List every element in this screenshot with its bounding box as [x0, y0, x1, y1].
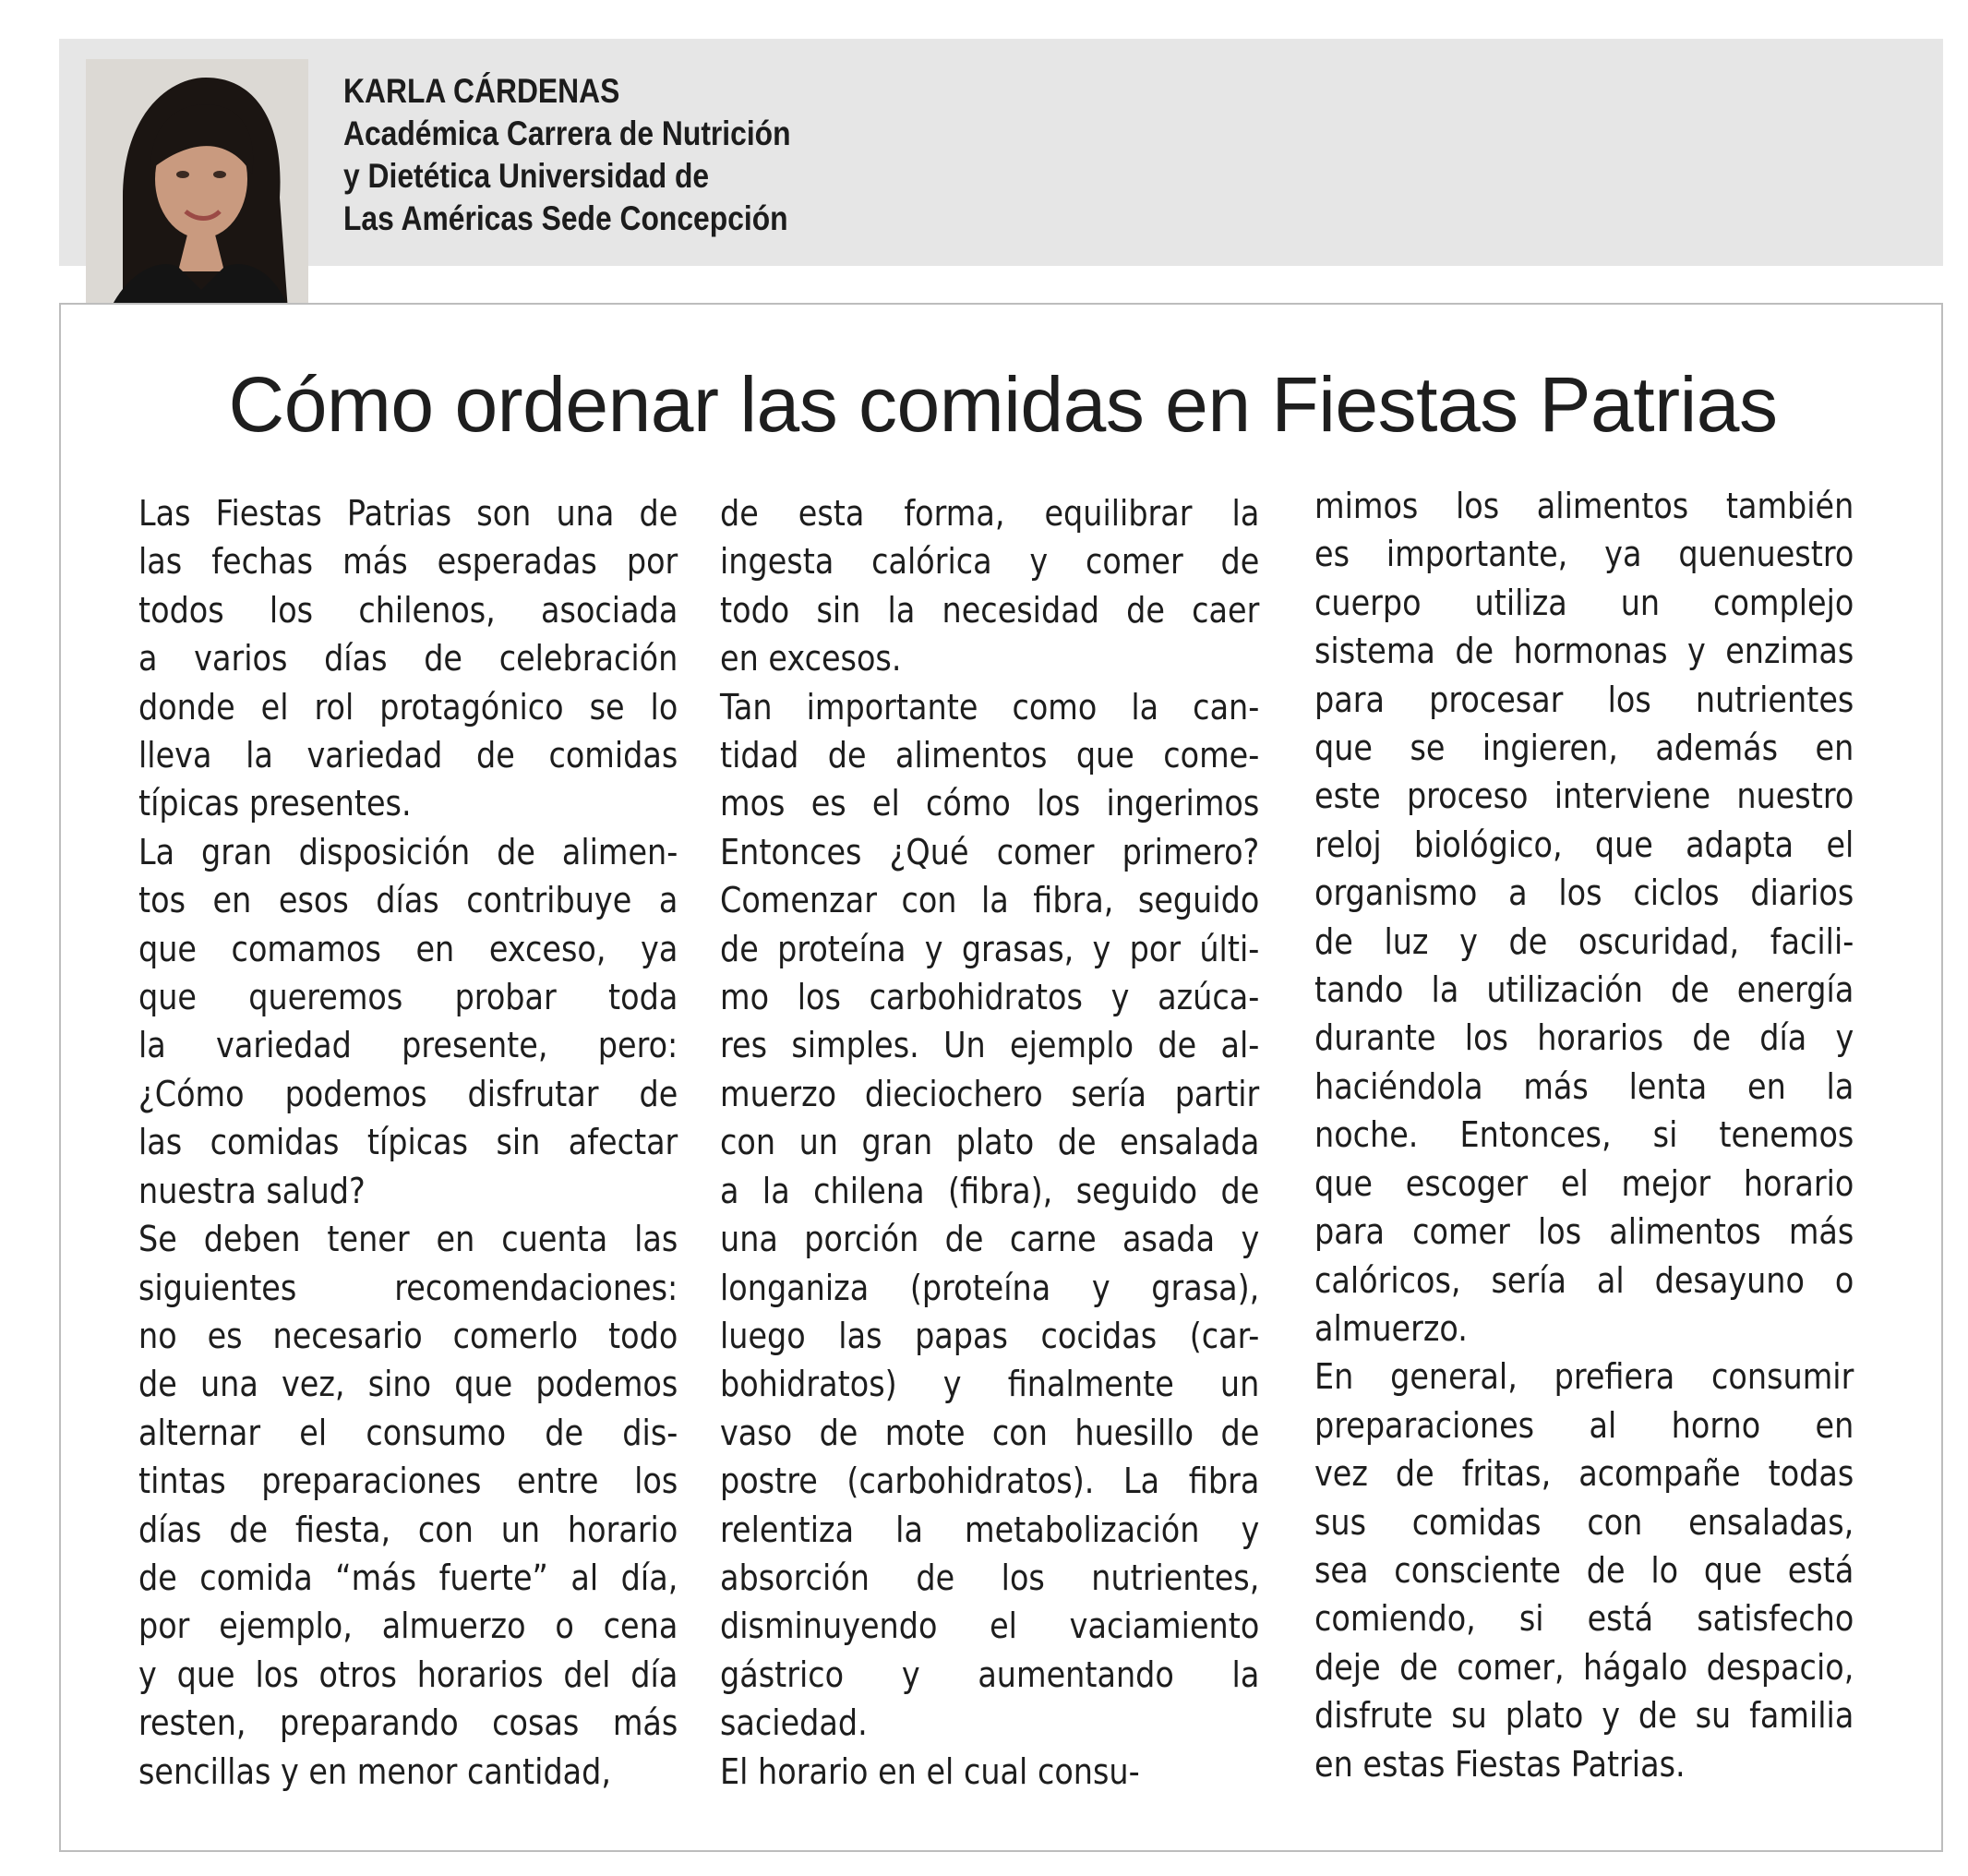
article-text-line: En general, prefiera consumir	[1314, 1356, 1854, 1398]
author-portrait-illustration	[86, 59, 308, 323]
author-role-line: y Dietética Universidad de	[343, 157, 710, 195]
article-text-line: res simples. Un ejemplo de al-	[720, 1025, 1260, 1066]
article-text-line: todos los chilenos, asociada	[138, 589, 678, 631]
article-text-line: saciedad.	[720, 1702, 868, 1744]
article-text-line: las fechas más esperadas por	[138, 541, 678, 583]
article-text-line: que escoger el mejor horario	[1314, 1162, 1854, 1204]
article-text-line: mo los carbohidratos y azúca-	[720, 977, 1260, 1018]
article-text-line: alternar el consumo de dis-	[138, 1412, 678, 1453]
article-text-line: reloj biológico, que adapta el	[1314, 824, 1854, 865]
article-text-line: relentiza la metabolización y	[720, 1509, 1260, 1550]
article-text-line: El horario en el cual consu-	[720, 1750, 1140, 1792]
article-text-line: tando la utilización de energía	[1314, 969, 1854, 1011]
article-text-line: de luz y de oscuridad, facili-	[1314, 920, 1854, 962]
article-text-line: en estas Fiestas Patrias.	[1314, 1743, 1686, 1785]
article-text-line: disminuyendo el vaciamiento	[720, 1605, 1260, 1647]
article-text-line: es importante, ya quenuestro	[1314, 534, 1854, 575]
article-text-line: mimos los alimentos también	[1314, 486, 1854, 526]
article-text-line: con un gran plato de ensalada	[720, 1122, 1260, 1163]
article-text-line: que comamos en exceso, ya	[138, 928, 678, 969]
article-text-line: por ejemplo, almuerzo o cena	[138, 1605, 678, 1647]
article-text-line: vaso de mote con huesillo de	[720, 1412, 1260, 1453]
article-text-line: una porción de carne asada y	[720, 1219, 1260, 1260]
article-text-line: tintas preparaciones entre los	[138, 1461, 678, 1502]
article-text-line: que se ingieren, además en	[1314, 728, 1854, 769]
article-text-line: nuestra salud?	[138, 1170, 366, 1211]
article-text-line: haciéndola más lenta en la	[1314, 1065, 1854, 1107]
article-text-line: este proceso interviene nuestro	[1314, 776, 1854, 817]
article-text-line: de esta forma, equilibrar la	[720, 493, 1260, 534]
article-column-2	[720, 489, 1260, 1796]
article-column-1	[138, 489, 678, 1796]
article-text-line: en excesos.	[720, 638, 902, 679]
article-text-line: para procesar los nutrientes	[1314, 679, 1854, 720]
article-text-line: La gran disposición de alimen-	[138, 831, 678, 872]
article-text-line: almuerzo.	[1314, 1307, 1468, 1349]
author-byline	[343, 70, 899, 240]
article-text-line: comiendo, si está satisfecho	[1314, 1598, 1854, 1640]
article-text-line: ingesta calórica y comer de	[720, 541, 1260, 583]
author-photo	[86, 59, 308, 323]
article-text-line: a la chilena (fibra), seguido de	[720, 1170, 1260, 1211]
article-text-line: donde el rol protagónico se lo	[138, 686, 678, 728]
article-text-line: noche. Entonces, si tenemos	[1314, 1114, 1854, 1156]
author-role-line: Las Américas Sede Concepción	[343, 199, 788, 237]
article-text-line: a varios días de celebración	[138, 638, 678, 679]
article-text-line: organismo a los ciclos diarios	[1314, 872, 1854, 914]
article-text-line: muerzo dieciochero sería partir	[720, 1073, 1260, 1114]
article-text-line: sistema de hormonas y enzimas	[1314, 631, 1854, 672]
article-text-line: la variedad presente, pero:	[138, 1025, 678, 1066]
article-text-line: tidad de alimentos que come-	[720, 735, 1260, 776]
article-text-line: Se deben tener en cuenta las	[138, 1219, 678, 1260]
article-text-line: todo sin la necesidad de caer	[720, 589, 1260, 631]
article-text-line: de comida “más fuerte” al día,	[138, 1557, 678, 1598]
article-text-line: días de fiesta, con un horario	[138, 1509, 678, 1550]
article-text-line: deje de comer, hágalo despacio,	[1314, 1646, 1854, 1688]
article-text-line: mos es el cómo los ingerimos	[720, 783, 1260, 824]
article-text-line: vez de fritas, acompañe todas	[1314, 1453, 1854, 1495]
header-band	[59, 39, 1943, 266]
article-headline: Cómo ordenar las comidas en Fiestas Patrias	[228, 361, 1778, 448]
article-text-line: resten, preparando cosas más	[138, 1702, 678, 1744]
article-text-line: Comenzar con la fibra, seguido	[720, 880, 1260, 921]
author-role-line: Académica Carrera de Nutrición	[343, 114, 791, 152]
article-text-line: disfrute su plato y de su familia	[1314, 1695, 1854, 1737]
article-text-line: Las Fiestas Patrias son una de	[138, 493, 678, 534]
article-text-line: postre (carbohidratos). La fibra	[720, 1461, 1260, 1502]
article-text-line: preparaciones al horno en	[1314, 1404, 1854, 1446]
article-column-3	[1314, 482, 1854, 1788]
article-text-line: lleva la variedad de comidas	[138, 735, 678, 776]
article-text-line: absorción de los nutrientes,	[720, 1557, 1260, 1598]
article-text-line: sus comidas con ensaladas,	[1314, 1501, 1854, 1543]
article-text-line: y que los otros horarios del día	[138, 1654, 678, 1695]
article-text-line: las comidas típicas sin afectar	[138, 1122, 678, 1163]
article-text-line: bohidratos) y finalmente un	[720, 1364, 1260, 1405]
article-text-line: ¿Cómo podemos disfrutar de	[138, 1073, 678, 1114]
article-text-line: gástrico y aumentando la	[720, 1654, 1260, 1695]
article-text-line: típicas presentes.	[138, 783, 412, 824]
author-name: KARLA CÁRDENAS	[343, 72, 620, 110]
article-text-line: de proteína y grasas, y por últi-	[720, 928, 1260, 969]
article-text-line: cuerpo utiliza un complejo	[1314, 582, 1854, 623]
article-text-line: durante los horarios de día y	[1314, 1017, 1854, 1059]
article-text-line: siguientes recomendaciones:	[138, 1267, 678, 1308]
article-text-line: de una vez, sino que podemos	[138, 1364, 678, 1405]
article-text-line: calóricos, sería al desayuno o	[1314, 1259, 1854, 1301]
article-text-line: para comer los alimentos más	[1314, 1211, 1854, 1253]
article-text-line: tos en esos días contribuye a	[138, 880, 678, 921]
article-text-line: Tan importante como la can-	[720, 686, 1260, 728]
article-text-line: luego las papas cocidas (car-	[720, 1315, 1260, 1356]
article-text-line: Entonces ¿Qué comer primero?	[720, 831, 1260, 872]
article-text-line: no es necesario comerlo todo	[138, 1315, 678, 1356]
article-text-line: sencillas y en menor cantidad,	[138, 1750, 612, 1792]
article-text-line: que queremos probar toda	[138, 977, 678, 1018]
article-text-line: longaniza (proteína y grasa),	[720, 1267, 1260, 1308]
article-text-line: sea consciente de lo que está	[1314, 1549, 1854, 1591]
